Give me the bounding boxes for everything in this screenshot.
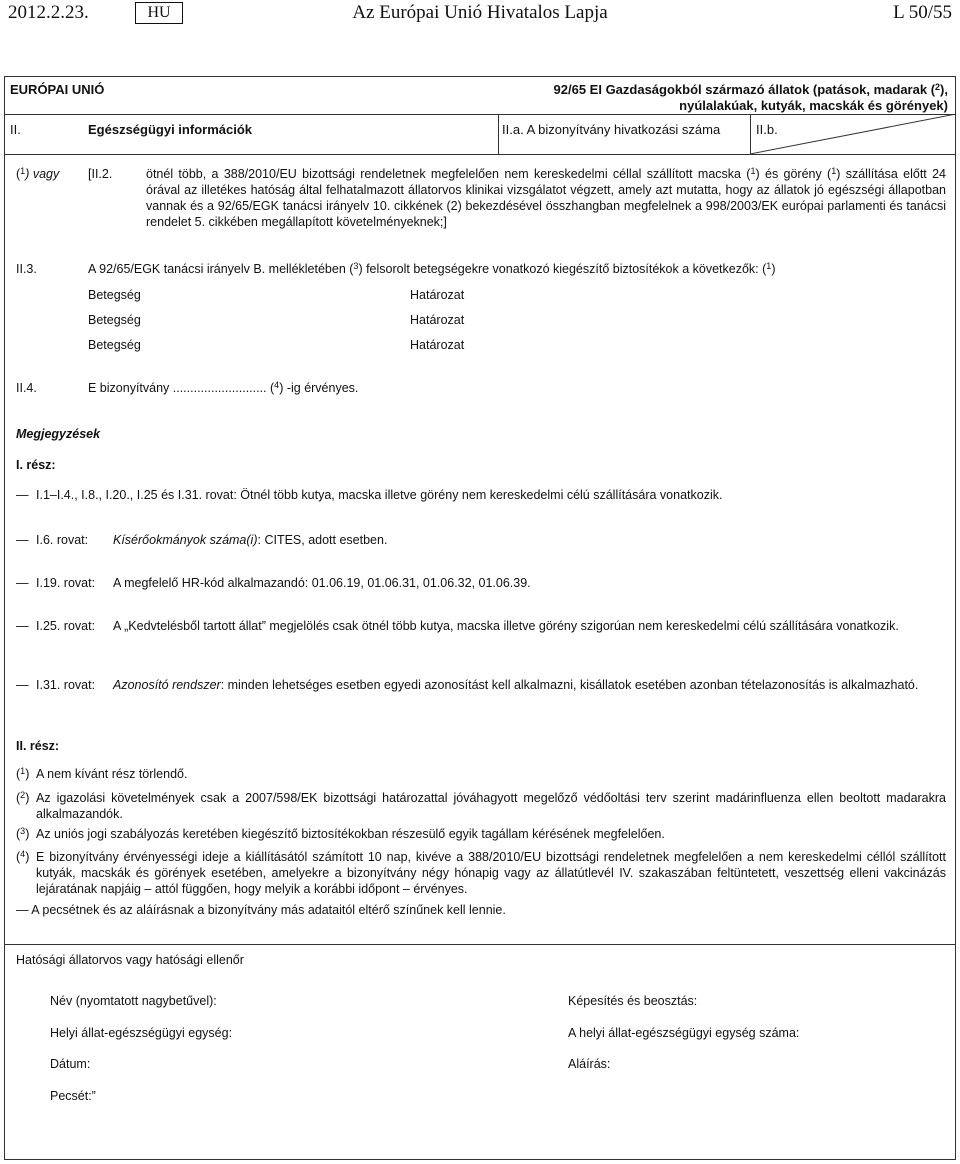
part-number: II. <box>10 122 21 137</box>
clause-ii4-number: II.4. <box>16 381 37 395</box>
disease-label: Betegség <box>88 338 141 352</box>
note-dash: — <box>16 678 29 692</box>
divider-line <box>4 154 956 155</box>
part2-heading: II. rész: <box>16 739 60 753</box>
disease-label: Betegség <box>88 288 141 302</box>
decision-label: Határozat <box>410 288 465 302</box>
divider-line <box>498 114 499 154</box>
qualification-field-label: Képesítés és beosztás: <box>568 994 698 1008</box>
footnote-number: ($^2$) <box>16 790 30 805</box>
clause-ii2-text: ötnél több, a 388/2010/EU bizottsági rendeletnek megfelelően nem kereskedelmi céllal szállított macska ($^1$) és görény ($^1$) szállítása előtt 24 órával az illetékes hatóság által felhatalmazott állatorvos klinikai vizsgálatot végzett, amely azt mutatta, hogy az állatok jó egészségi állapotban vannak és a 92/65/EGK tanácsi irányelv 10. cikkének (2) bekezdésével összhangban megfelelnek a 998/2003/EK európai parlamenti és tanácsi rendelet 5. cikkében megállapított követelményeknek;] <box>146 166 947 229</box>
note-label: I.25. rovat: <box>36 619 96 633</box>
final-note: — A pecsétnek és az aláírásnak a bizonyítvány más adataitól eltérő színűnek kell lennie. <box>16 903 506 917</box>
part1-heading: I. rész: <box>16 458 56 472</box>
date-field-label: Dátum: <box>50 1057 91 1071</box>
disease-label: Betegség <box>88 313 141 327</box>
footnote-number: ($^1$) <box>16 766 30 781</box>
clause-ii2-number: [II.2. <box>88 167 113 181</box>
language-code-box: HU <box>135 2 183 24</box>
reference-number-label: II.a. A bizonyítvány hivatkozási száma <box>502 122 721 137</box>
certificate-title: 92/65 EI Gazdaságokból származó állatok (patások, madarak ($^2$), nyúlalakúak, kutyák, macskák és görények) <box>553 82 948 113</box>
note-label: I.6. rovat: <box>36 533 89 547</box>
note-item: I.1–I.4., I.8., I.20., I.25 és I.31. rovat: Ötnél több kutya, macska illetve görény nem kereskedelmi célú szállítására vonatkozik. <box>36 488 723 502</box>
header-date: 2012.2.23. <box>8 2 89 23</box>
local-unit-field-label: Helyi állat-egészségügyi egység: <box>50 1026 233 1040</box>
footnote-number: ($^4$) <box>16 849 30 864</box>
note-text: A „Kedvtelésből tartott állat” megjelölés csak ötnél több kutya, macska illetve görény szigorúan nem kereskedelmi célú szállítására vonatkozik. <box>113 619 899 633</box>
clause-ii3-text: A 92/65/EGK tanácsi irányelv B. mellékletében ($^3$) felsorolt betegségekre vonatkozó kiegészítő biztosítékok a következők: ($^1$) <box>88 261 776 276</box>
clause-ii3-number: II.3. <box>16 262 37 276</box>
union-label: EURÓPAI UNIÓ <box>10 82 105 97</box>
decision-label: Határozat <box>410 313 465 327</box>
footnote-text: A nem kívánt rész törlendő. <box>36 767 188 781</box>
crossed-out-field <box>750 114 956 154</box>
note-dash: — <box>16 576 29 590</box>
footnote-number: ($^3$) <box>16 826 30 841</box>
clause-ii2-option: ($^1$) vagy <box>16 166 60 181</box>
reference-b-label: II.b. <box>756 122 778 137</box>
signature-heading: Hatósági állatorvos vagy hatósági ellenőr <box>16 953 244 967</box>
part-title: Egészségügyi információk <box>88 122 252 137</box>
page-number: L 50/55 <box>893 2 952 23</box>
divider-line <box>4 944 956 945</box>
note-dash: — <box>16 619 29 633</box>
note-label: I.19. rovat: <box>36 576 96 590</box>
note-text: A megfelelő HR-kód alkalmazandó: 01.06.19, 01.06.31, 01.06.32, 01.06.39. <box>113 576 531 590</box>
note-dash: — <box>16 533 29 547</box>
decision-label: Határozat <box>410 338 465 352</box>
journal-title: Az Európai Unió Hivatalos Lapja <box>352 2 608 23</box>
footnote-text: Az igazolási követelmények csak a 2007/598/EK bizottsági határozattal jóváhagyott megelőző védőoltási terv szerint madárinfluenza ellen beoltott madarakra alkalmazandók. <box>36 791 946 821</box>
local-unit-number-field-label: A helyi állat-egészségügyi egység száma: <box>568 1026 800 1040</box>
note-label: I.31. rovat: <box>36 678 96 692</box>
stamp-field-label: Pecsét:” <box>50 1089 96 1103</box>
clause-ii4-text: E bizonyítvány ........................... ($^4$) -ig érvényes. <box>88 380 359 395</box>
name-field-label: Név (nyomtatott nagybetűvel): <box>50 994 217 1008</box>
note-dash: — <box>16 488 29 502</box>
footnote-text: Az uniós jogi szabályozás keretében kiegészítő biztosítékokban részesülő egyik tagállam kérésének megfelelően. <box>36 827 665 841</box>
footnote-text: E bizonyítvány érvényességi ideje a kiállításától számított 10 nap, kivéve a 388/2010/EU bizottsági rendeletnek megfelelően a nem kereskedelmi céllól szállított kutyák, macskák és görények esetében, amelyekre a bizonyítvány négy hónapig vagy az állatútlevél IV. szakaszában feltüntetett, veszettség elleni vakcinázás lejáratának napjáig – attól függően, hogy melyik a korábbi időpont – érvényes. <box>36 850 946 896</box>
note-text: Kísérőokmányok száma(i): CITES, adott esetben. <box>113 533 388 547</box>
signature-field-label: Aláírás: <box>568 1057 611 1071</box>
note-text: Azonosító rendszer: minden lehetséges esetben egyedi azonosítást kell alkalmazni, kisállatok esetében azonban tételazonosítás is alkalmazható. <box>113 678 919 692</box>
notes-heading: Megjegyzések <box>16 427 101 441</box>
